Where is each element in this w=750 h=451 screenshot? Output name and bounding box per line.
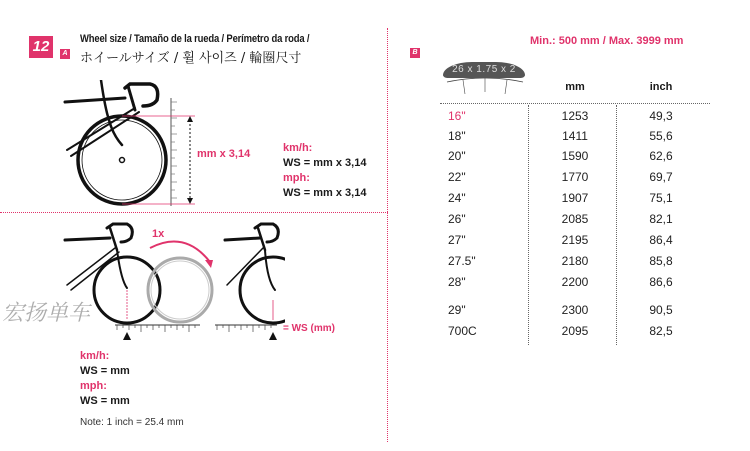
range-label: Min.: 500 mm / Max. 3999 mm	[530, 35, 684, 47]
table-row: 24" 1907 75,1	[448, 191, 673, 205]
section-a-badge: A	[60, 49, 70, 59]
ws-label: = WS (mm)	[283, 323, 335, 334]
mph-label-2: mph:	[80, 380, 107, 392]
header-mm: mm	[565, 81, 585, 93]
section-b-badge: B	[410, 48, 420, 58]
header-inch: inch	[649, 81, 673, 93]
diameter-label: mm x 3,14	[197, 148, 251, 160]
mph-label-1: mph:	[283, 172, 310, 184]
table-row: 29" 2300 90,5	[448, 303, 673, 317]
conversion-note: Note: 1 inch = 25.4 mm	[80, 417, 184, 428]
watermark-text: 宏扬单车	[2, 301, 91, 326]
table-row: 18" 1411 55,6	[448, 129, 673, 143]
title-multilingual: Wheel size / Tamaño de la rueda / Perímetro da roda /	[80, 33, 310, 45]
kmh-formula-1: WS = mm x 3,14	[283, 157, 367, 169]
kmh-label-2: km/h:	[80, 350, 110, 362]
mph-formula-1: WS = mm x 3,14	[283, 187, 367, 199]
table-row: 700C 2095 82,5	[448, 324, 673, 338]
kmh-label-1: km/h:	[283, 142, 313, 154]
table-row: 27" 2195 86,4	[448, 233, 673, 247]
bike-diameter-illustration	[55, 80, 195, 210]
tire-pointer-lines	[445, 78, 525, 96]
kmh-formula-2: WS = mm	[80, 365, 130, 377]
tire-marking-icon: 26 x 1.75 x 2	[443, 62, 525, 78]
vertical-divider	[387, 28, 388, 442]
mph-formula-2: WS = mm	[80, 395, 130, 407]
table-row: 28" 2200 86,6	[448, 275, 673, 289]
table-row: 16" 1253 49,3	[448, 109, 673, 123]
table-header-rule	[440, 103, 710, 104]
table-row: 26" 2085 82,1	[448, 212, 673, 226]
table-row: 22" 1770 69,7	[448, 170, 673, 184]
section-number-badge: 12	[29, 36, 53, 58]
table-row: 27.5" 2180 85,8	[448, 254, 673, 268]
title-asian: ホイールサイズ / 휠 사이즈 / 輪圈尺寸	[80, 51, 302, 66]
horizontal-divider	[0, 212, 388, 213]
table-row: 20" 1590 62,6	[448, 149, 673, 163]
rotation-label: 1x	[152, 228, 165, 240]
